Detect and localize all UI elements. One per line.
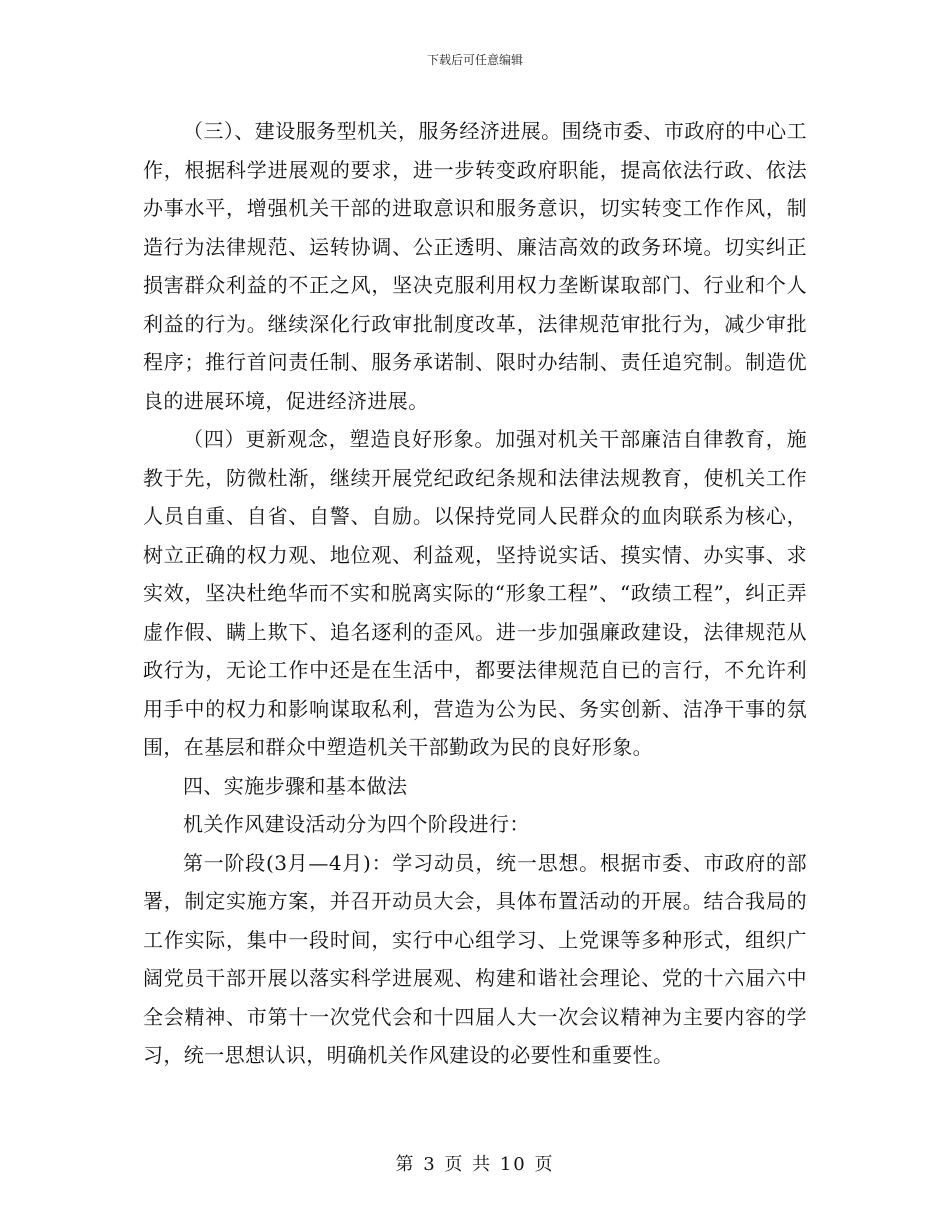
document-body (143, 112, 807, 1075)
heading-implementation-steps: 四、实施步骤和基本做法 (183, 773, 408, 798)
paragraph-stages-intro: 机关作风建设活动分为四个阶段进行： (183, 812, 530, 836)
page-number: 第 3 页 共 10 页 (395, 1154, 555, 1175)
paragraph-section-four: （四）更新观念，塑造良好形象。加强对机关干部廉洁自律教育，施教于先，防微杜渐，继续开展党纪政纪条规和法律法规教育，使机关工作人员自重、自省、自警、自励。以保持党同人民群众的血肉联系为核心，树立正确的权力观、地位观、利益观，坚持说实话、摸实情、办实事、求实效，坚决杜绝华而不实和脱离实际的“形象工程”、“政绩工程”，纠正弄虚作假、瞒上欺下、追名逐利的歪风。进一步加强廉政建设，法律规范从政行为，无论工作中还是在生活中，都要法律规范自已的言行，不允许利用手中的权力和影响谋取私利，营造为公为民、务实创新、洁净干事的氛围，在基层和群众中塑造机关干部勤政为民的良好形象。 (143, 427, 807, 759)
paragraph-section-three: （三）、建设服务型机关，服务经济进展。围绕市委、市政府的中心工作，根据科学进展观的要求，进一步转变政府职能，提高依法行政、依法办事水平，增强机关干部的进取意识和服务意识，切实转变工作作风，制造行为法律规范、运转协调、公正透明、廉洁高效的政务环境。切实纠正损害群众利益的不正之风，坚决克服利用权力垄断谋取部门、行业和个人利益的行为。继续深化行政审批制度改革，法律规范审批行为，减少审批程序；推行首问责任制、服务承诺制、限时办结制、责任追究制。制造优良的进展环境，促进经济进展。 (143, 119, 807, 413)
page-header: 下载后可任意编辑 (426, 53, 523, 67)
paragraph-stage-one: 第一阶段(3月—4月)：学习动员，统一思想。根据市委、市政府的部署，制定实施方案，并召开动员大会，具体布置活动的开展。结合我局的工作实际，集中一段时间，实行中心组学习、上党课等多种形式，组织广阔党员干部开展以落实科学进展观、构建和谐社会理论、党的十六届六中全会精神、市第十一次党代会和十四届人大一次会议精神为主要内容的学习，统一思想认识，明确机关作风建设的必要性和重要性。 (143, 850, 807, 1067)
